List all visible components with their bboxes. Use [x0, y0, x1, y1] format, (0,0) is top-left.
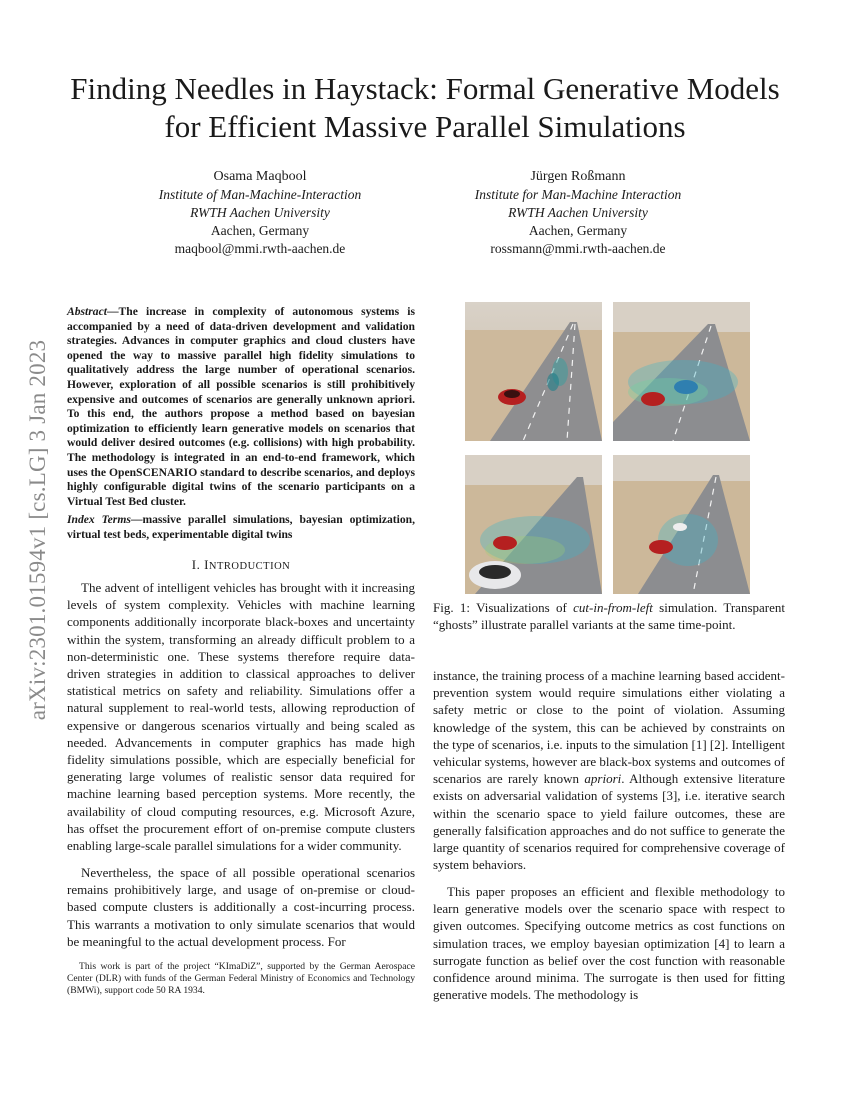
section-number: I. [191, 557, 205, 572]
figure-caption [433, 599, 785, 633]
simulation-panel-1 [465, 302, 602, 441]
section-title-rest: NTRODUCTION [208, 561, 291, 572]
simulation-panel-3 [465, 455, 602, 594]
author-email: maqbool@mmi.rwth-aachen.de [174, 241, 346, 256]
abstract [67, 305, 415, 509]
section-first-letter: I [204, 557, 209, 572]
caption-italic: cut-in-from-left [573, 600, 653, 615]
right-paragraph-1-italic: apriori [584, 771, 622, 787]
index-terms-lead: Index Terms [67, 513, 131, 526]
paper-title: Finding Needles in Haystack: Formal Generative Models for Efficient Massive Parallel Simulations [70, 71, 780, 144]
arxiv-identifier: arXiv:2301.01594v1 [cs.LG] 3 Jan 2023 [25, 339, 50, 721]
figure-1 [465, 302, 785, 582]
author-name: Osama Maqbool [213, 169, 307, 184]
intro-paragraph-2: Nevertheless, the space of all possible operational scenarios remains prohibitively large, and usage of on-premise or cloud-based compute clusters is additionally a cost-incurring process. This warrants a motivation to only simulate scenarios that would be meaningful to the actual development process. For [67, 865, 415, 949]
author-affiliation: RWTH Aachen University [508, 205, 648, 220]
caption-prefix: Fig. 1: Visualizations of [433, 600, 574, 615]
section-heading [67, 557, 415, 573]
right-paragraph-1-a: instance, the training process of a machine learning based accident-prevention system would require simulations either violating a safety metric or close to the point of violation. Assuming knowledge of the system, this can be achieved by constraints on the type of scenarios, i.e. inputs to the simulation [1] [2]. Intelligent vehicular systems, however are black-box systems and outcomes of scenarios are rarely known [433, 668, 786, 787]
author-block-1 [110, 168, 410, 258]
author-email: rossmann@mmi.rwth-aachen.de [490, 241, 666, 256]
simulation-panel-2 [613, 302, 750, 441]
intro-paragraph-1: The advent of intelligent vehicles has brought with it increasing levels of system complexity. Vehicles with machine learning components additionally incorporate black-boxes and uncertainty within the system, transforming an already difficult problem to a non-deterministic one. These systems therefore require data-driven strategies in addition to classical approaches to deliver statistical metrics on safety and reliability. Simulations offer a natural supplement to real-world tests, allowing reproduction of expensive or dangerous scenarios virtually and being scaled as needed. Advancements in computer graphics has made high fidelity simulations possible, which are especially beneficial for generating large volumes of realistic sensor data required for machine learning based perception systems. More recently, the availability of cloud computing resources, e.g. Microsoft Azure, has offset the procurement effort of on-premise compute clusters enabling large-scale parallel simulations for a wider community. [67, 580, 415, 854]
author-affiliation: Institute for Man-Machine Interaction [474, 187, 682, 202]
abstract-lead: Abstract [67, 305, 107, 318]
caption-rest: simulation. Transparent “ghosts” illustrate parallel variants at the same time-point. [433, 600, 785, 633]
author-location: Aachen, Germany [528, 223, 628, 238]
author-affiliation: Institute of Man-Machine-Interaction [158, 187, 362, 202]
right-paragraph-1-b: . Although extensive literature exists on adversarial validation of systems [3], i.e. iterative search within the scenario space to yield failure outcomes, these are generally falsification approaches and do not suffice to generate the large quantity of scenarios required for comprehensive coverage of system behaviors. [433, 771, 786, 873]
author-affiliation: RWTH Aachen University [190, 205, 330, 220]
right-paragraph-2: This paper proposes an efficient and flexible methodology to learn generative models over the scenario space with respect to given outcomes. Specifying outcome metrics as cost functions on simulation traces, we employ bayesian optimization [4] to learn a surrogate function as belief over the cost function with reasonable confidence around minima. The surrogate is then used for fitting generative models. The methodology is [433, 884, 785, 1003]
author-name: Jürgen Roßmann [530, 169, 626, 184]
simulation-panel-4 [613, 455, 750, 594]
footnote: This work is part of the project “KImaDiZ”, supported by the German Aerospace Center (DLR) with funds of the German Federal Ministry of Economics and Technology (BMWi), support code 50 RA 1934. [67, 961, 415, 997]
abstract-body: —The increase in complexity of autonomous systems is accompanied by a need of data-driven development and validation strategies. Advances in computer graphics and cloud clusters have opened the way to massive parallel high fidelity simulations to qualitatively address the large number of operational scenarios. However, exploration of all possible scenarios is still prohibitively expensive and outcomes of scenarios are generally unknown apriori. To this end, the authors propose a method based on bayesian optimization to efficiently learn generative models on scenarios that would deliver desired outcomes (e.g. collisions) with high probability. The methodology is integrated in an end-to-end framework, which uses the OpenSCENARIO standard to describe scenarios, and deploys highly configurable digital twins of the scenario participants on a Virtual Test Bed cluster. [67, 305, 415, 508]
author-location: Aachen, Germany [210, 223, 310, 238]
author-block-2 [428, 168, 728, 258]
index-terms [67, 513, 415, 542]
right-paragraph-1 [433, 667, 785, 873]
index-terms-body: —massive parallel simulations, bayesian optimization, virtual test beds, experimentable digital twins [67, 513, 415, 541]
